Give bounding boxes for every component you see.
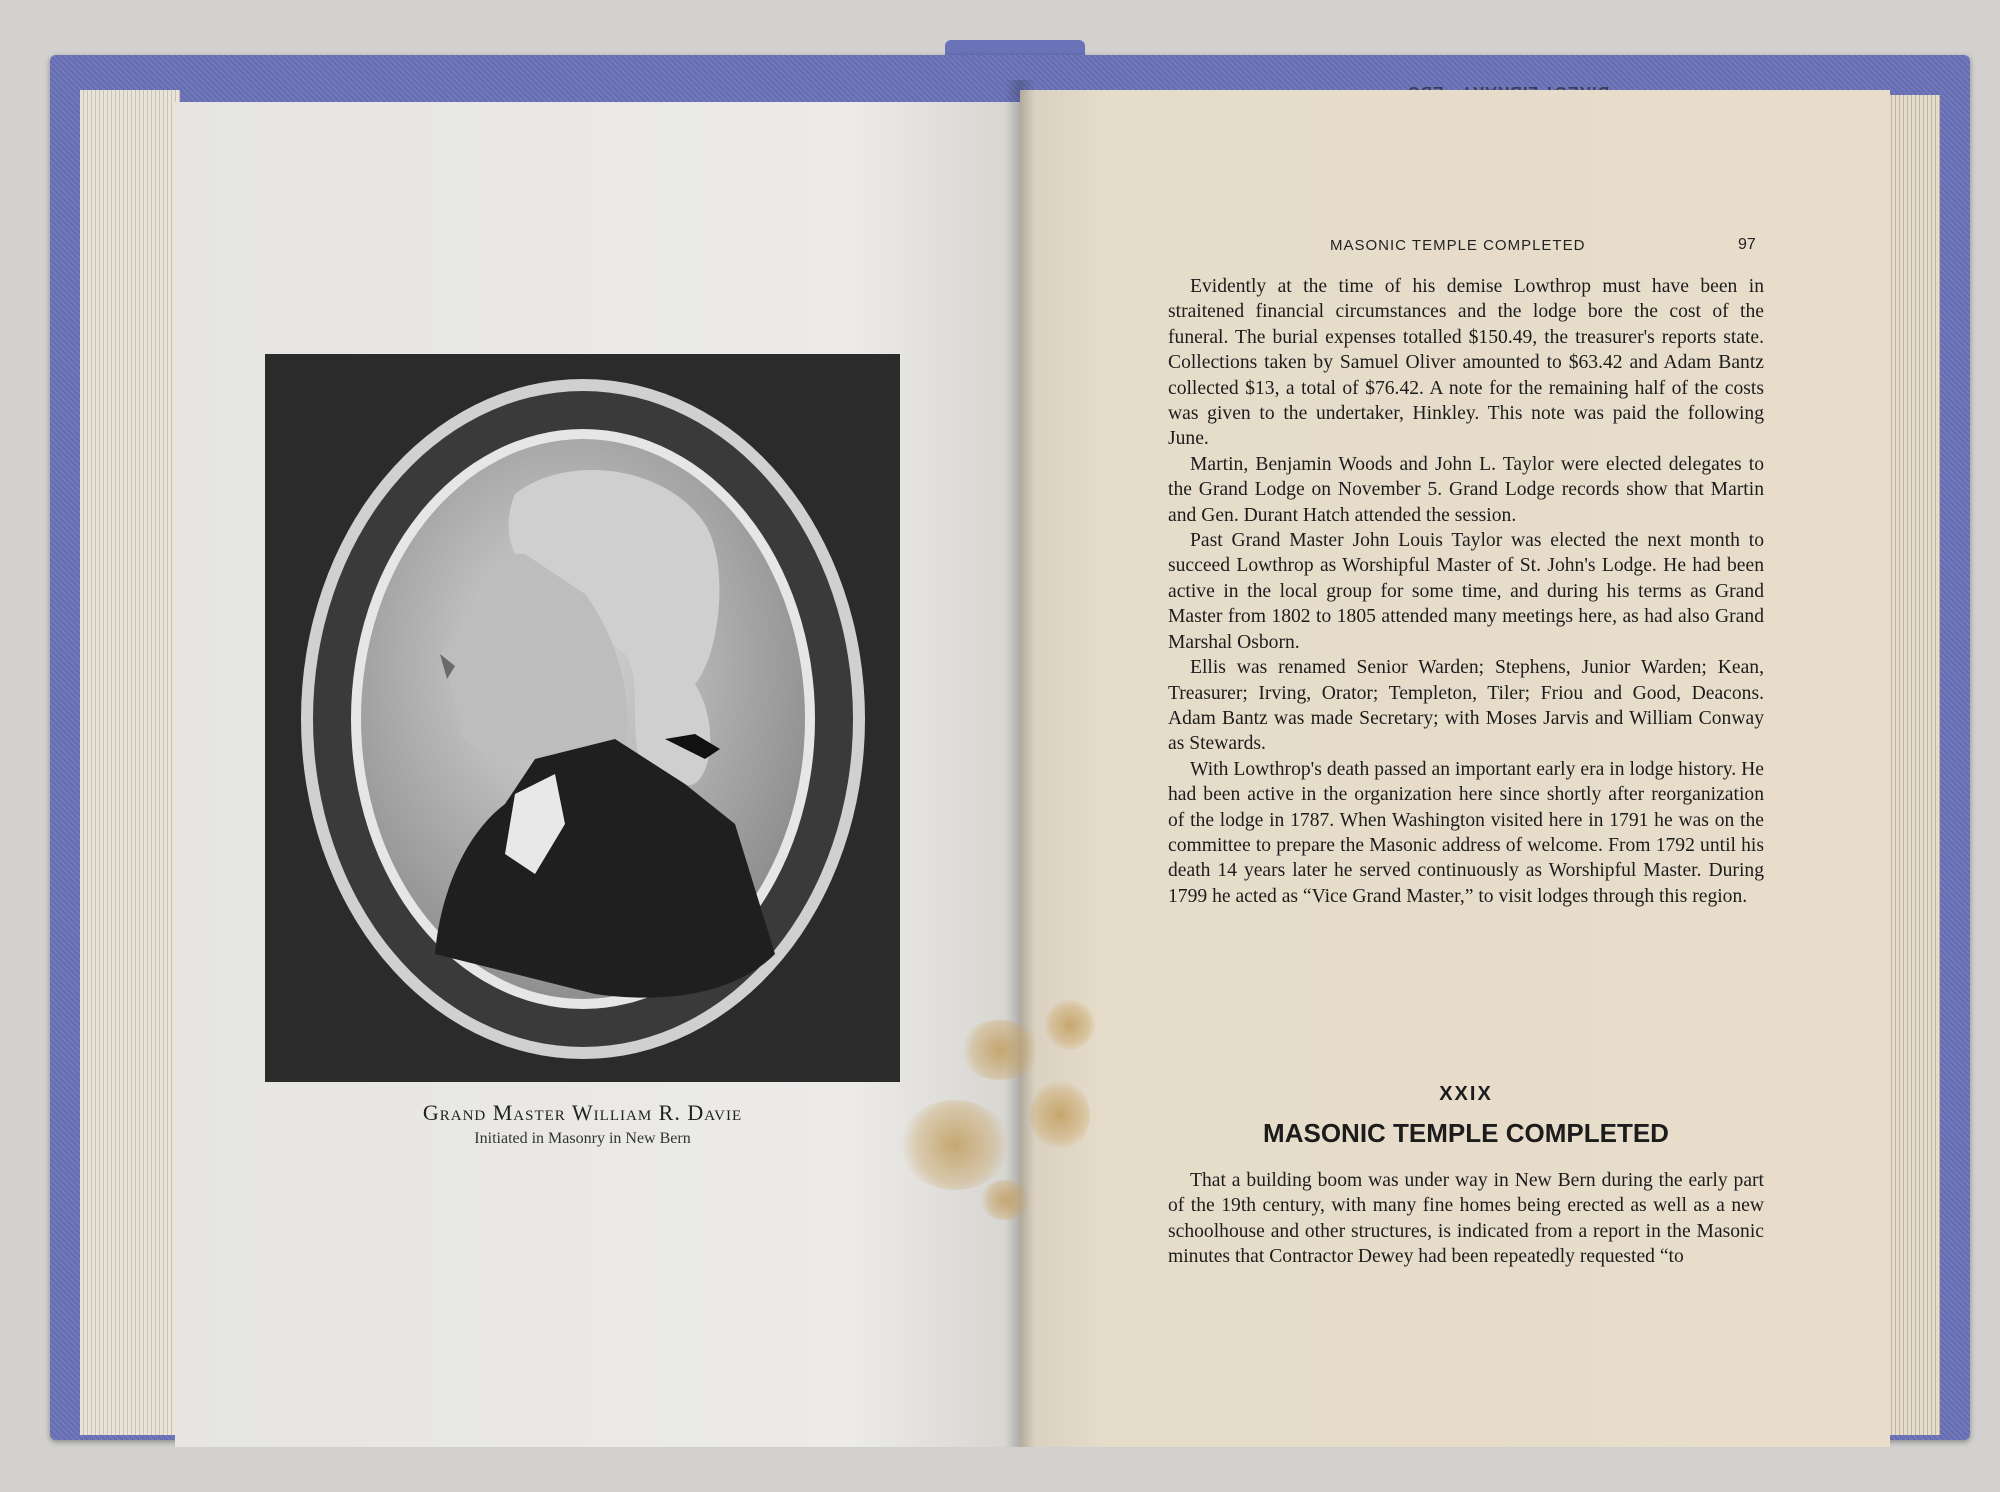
- foxing-stain: [900, 1100, 1010, 1190]
- running-head: MASONIC TEMPLE COMPLETED: [1330, 237, 1586, 254]
- page-number: 97: [1738, 236, 1756, 253]
- left-page-edges: [80, 90, 180, 1435]
- paragraph: Evidently at the time of his demise Lowthrop must have been in straitened financial circumstances and the lodge bore the cost of the funeral. The burial expenses totalled $150.49, the treasurer's reports state. Collections taken by Samuel Oliver amounted to $63.42 and Adam Bantz collected $13, a total of $76.42. A note for the remaining half of the costs was given to the undertaker, Hinkley. This note was paid the following June.: [1168, 276, 1764, 450]
- book-gutter: [1005, 80, 1035, 1447]
- portrait-image: [265, 354, 900, 1082]
- paragraph: Ellis was renamed Senior Warden; Stephens, Junior Warden; Kean, Treasurer; Irving, Orator; Templeton, Tiler; Friou and Good, Deacons. Adam Bantz was made Secretary; with Moses Jarvis and William Conway as Stewards.: [1168, 657, 1764, 755]
- chapter-body-text: [1168, 1168, 1764, 1270]
- portrait-caption-subtitle: Initiated in Masonry in New Bern: [474, 1130, 691, 1147]
- foxing-stain: [1030, 1080, 1090, 1150]
- foxing-stain: [980, 1180, 1030, 1220]
- portrait-caption-title: Grand Master William R. Davie: [422, 1100, 743, 1125]
- body-text: [1168, 274, 1764, 909]
- paragraph: With Lowthrop's death passed an important early era in lodge history. He had been active in the organization here since shortly after reorganization of the lodge in 1787. When Washington visited here in 1791 he was on the committee to prepare the Masonic address of welcome. From 1792 until his death 14 years later he served continuously as Worshipful Master. During 1799 he acted as “Vice Grand Master,” to visit lodges through this region.: [1168, 758, 1764, 907]
- chapter-title: MASONIC TEMPLE COMPLETED: [1263, 1118, 1669, 1148]
- paragraph: That a building boom was under way in New Bern during the early part of the 19th century, with many fine homes being erected as well as a new schoolhouse and other structures, is indicated from a report in the Masonic minutes that Contractor Dewey had been repeatedly requested “to: [1168, 1170, 1764, 1268]
- paragraph: Past Grand Master John Louis Taylor was elected the next month to succeed Lowthrop as Worshipful Master of St. John's Lodge. He had been active in the local group for some time, and during his terms as Grand Master from 1802 to 1805 attended many meetings here, as had also Grand Marshal Osborn.: [1168, 530, 1764, 653]
- foxing-stain: [1045, 1000, 1095, 1050]
- foxing-stain: [960, 1020, 1040, 1080]
- paragraph: Martin, Benjamin Woods and John L. Taylor were elected delegates to the Grand Lodge on November 5. Grand Lodge records show that Martin and Gen. Durant Hatch attended the session.: [1168, 453, 1764, 526]
- chapter-number: XXIX: [1439, 1083, 1493, 1105]
- portrait-plate: [265, 354, 900, 1082]
